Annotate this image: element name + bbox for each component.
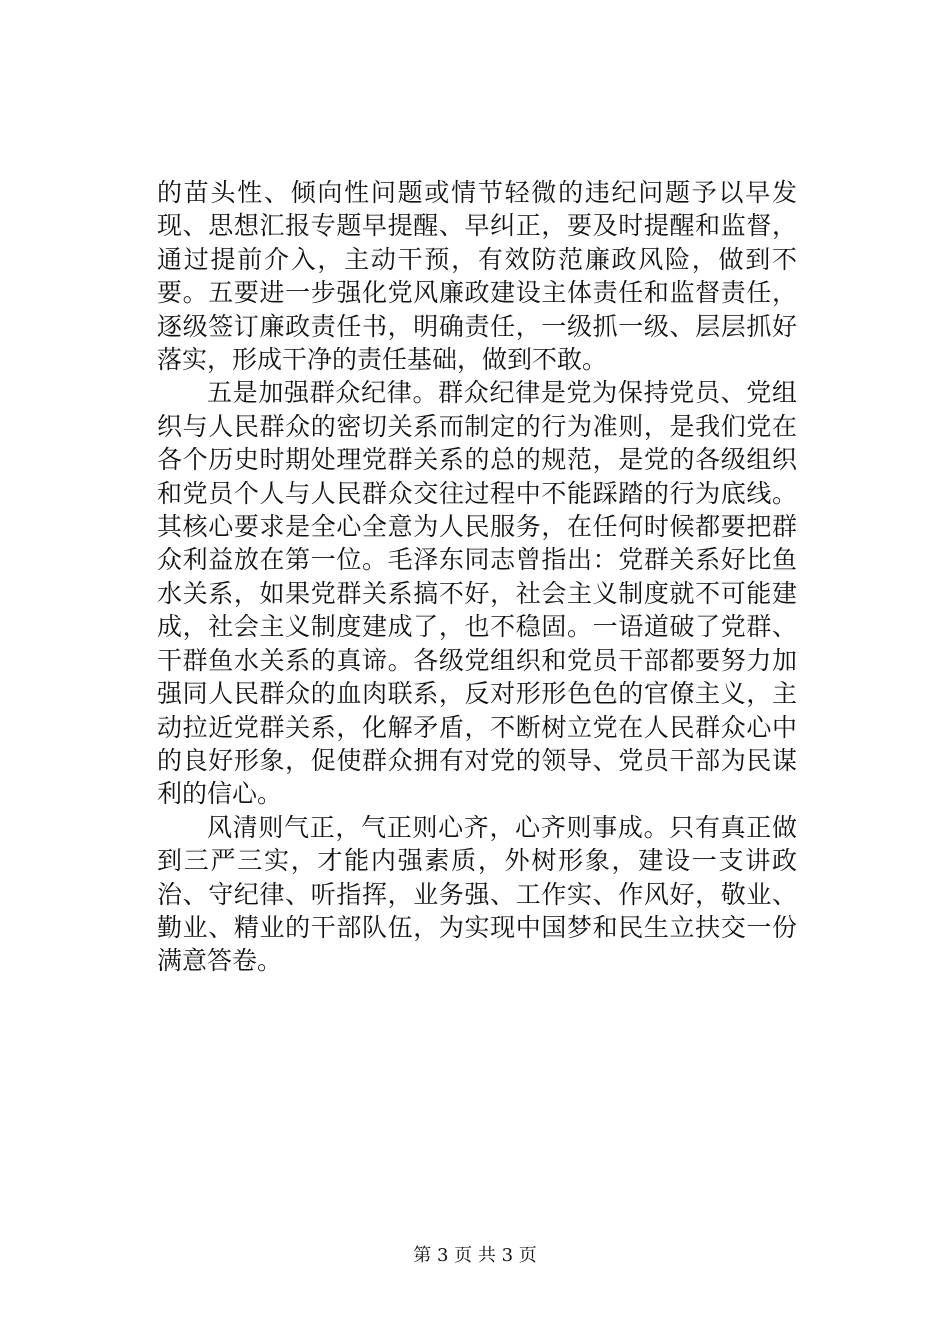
paragraph-continuation: 的苗头性、倾向性问题或情节轻微的违纪问题予以早发现、思想汇报专题早提醒、早纠正，要及时提醒和监督，通过提前介入，主动干预，有效防范廉政风险，做到不要。五要进一步强化党风廉政建设主体责任和监督责任，逐级签订廉政责任书，明确责任，一级抓一级、层层抓好落实，形成干净的责任基础，做到不敢。	[157, 178, 797, 375]
paragraph-conclusion: 风清则气正，气正则心齐，心齐则事成。只有真正做到三严三实，才能内强素质，外树形象，建设一支讲政治、守纪律、听指挥，业务强、工作实、作风好，敬业、勤业、精业的干部队伍，为实现中国梦和民生立扶交一份满意答卷。	[157, 812, 797, 976]
page-footer: 第 3 页 共 3 页	[413, 1245, 537, 1266]
document-body	[157, 176, 797, 978]
paragraph-mass-discipline: 五是加强群众纪律。群众纪律是党为保持党员、党组织与人民群众的密切关系而制定的行为准则，是我们党在各个历史时期处理党群关系的总的规范，是党的各级组织和党员个人与人民群众交往过程中不能踩踏的行为底线。其核心要求是全心全意为人民服务，在任何时候都要把群众利益放在第一位。毛泽东同志曾指出：党群关系好比鱼水关系，如果党群关系搞不好，社会主义制度就不可能建成，社会主义制度建成了，也不稳固。一语道破了党群、干群鱼水关系的真谛。各级党组织和党员干部都要努力加强同人民群众的血肉联系，反对形形色色的官僚主义，主动拉近党群关系，化解矛盾，不断树立党在人民群众心中的良好形象，促使群众拥有对党的领导、党员干部为民谋利的信心。	[157, 378, 797, 809]
